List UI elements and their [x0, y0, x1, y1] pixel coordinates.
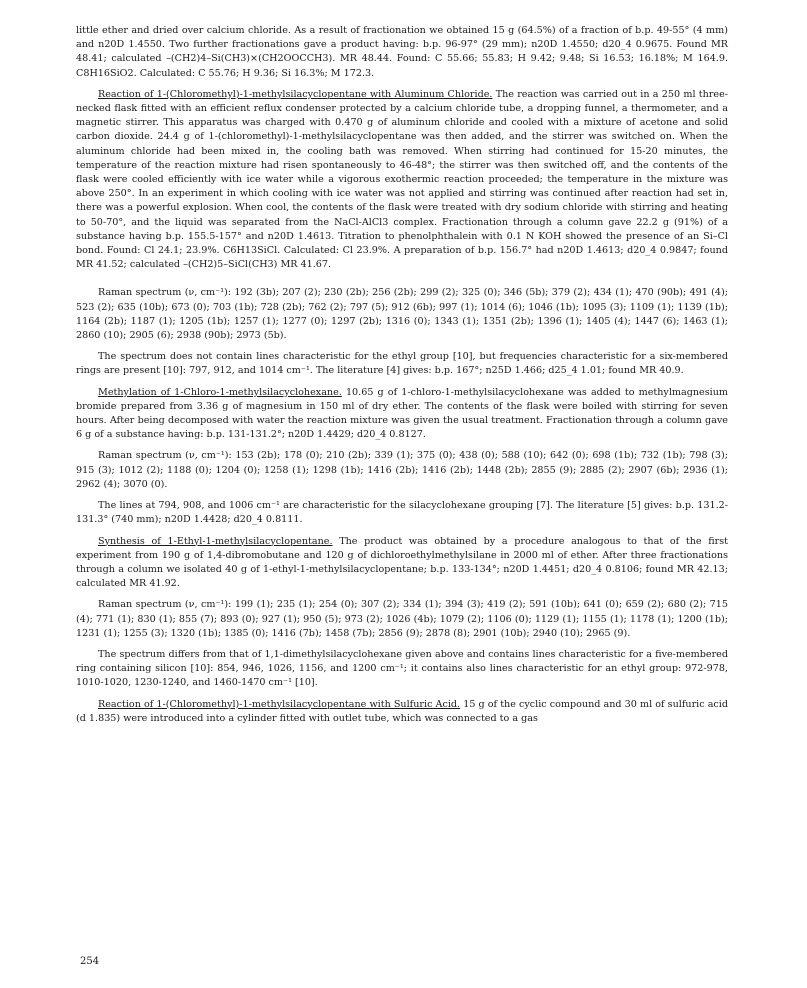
section-text: The product was obtained by a procedure analogous to that of the first experiment from 190 g of 1,4-dibromobutane and 120 g of dichloroethylmethylsilane in 2000 ml of ether. After three fractionations through a column we isolated 40 g of 1-ethyl-1-methylsilacyclopentane; b.p. 133-134°; n20D 1.4451; d20_4 0.8106; found MR 42.13; calculated MR 41.92.	[76, 535, 728, 590]
section-heading: Methylation of 1-Chloro-1-methylsilacyclohexane.	[98, 386, 342, 398]
paragraph-raman-2	[76, 449, 728, 492]
section-text: The reaction was carried out in a 250 ml three-necked flask fitted with an efficient reflux condenser protected by a calcium chloride tube, a dropping funnel, a thermometer, and a magnetic stirrer. This apparatus was charged with 0.470 g of aluminum chloride and cooled with a mixture of acetone and solid carbon dioxide. 24.4 g of 1-(chloromethyl)-1-methylsilacyclopentane was then added, and the stirrer was switched on. When the aluminum chloride had been mixed in, the cooling bath was removed. When stirring had continued for 15-20 minutes, the temperature of the reaction mixture had risen spontaneously to 46-48°; the stirrer was then switched off, and the contents of the flask were cooled efficiently with ice water while a vigorous exothermic reaction proceeded; the temperature in the mixture was above 250°. In an experiment in which cooling with ice water was not applied and stirring was continued after reaction had set in, there was a powerful explosion. When cool, the contents of the flask were treated with dry sodium chloride with stirring and heating to 50-70°, and the liquid was separated from the NaCl-AlCl3 complex. Fractionation through a column gave 22.2 g (91%) of a substance having b.p. 155.5-157° and n20D 1.4613. Titration to phenolphthalein with 0.1 N KOH showed the presence of an Si–Cl bond. Found: Cl 24.1; 23.9%. C6H13SiCl. Calculated: Cl 23.9%. A preparation of b.p. 156.7° had n20D 1.4613; d20_4 0.9847; found MR 41.52; calculated –(CH2)5–SiCl(CH3) MR 41.67.	[76, 88, 728, 271]
paragraph-text: The lines at 794, 908, and 1006 cm⁻¹ are characteristic for the silacyclohexane grouping [7]. The literature [5] gives: b.p. 131.2-131.3° (740 mm); n20D 1.4428; d20_4 0.8111.	[76, 500, 728, 526]
section-text: 15 g of the cyclic compound and 30 ml of sulfuric acid (d 1.835) were introduced into a cylinder fitted with outlet tube, which was connected to a gas	[76, 698, 728, 724]
paragraph-literature-note	[76, 499, 728, 527]
paragraph-spectrum-note-1	[76, 350, 728, 378]
section-sulfuric-acid	[76, 698, 728, 726]
section-heading: Reaction of 1-(Chloromethyl)-1-methylsilacyclopentane with Sulfuric Acid.	[98, 698, 461, 710]
paragraph-text: Raman spectrum (ν, cm⁻¹): 192 (3b); 207 (2); 230 (2b); 256 (2b); 299 (2); 325 (0); 346 (5b); 379 (2); 434 (1); 470 (90b); 491 (4); 523 (2); 635 (10b); 673 (0); 703 (1b); 728 (2b); 762 (2); 797 (5); 912 (6b); 997 (1); 1014 (6); 1046 (1b); 1095 (3); 1109 (1); 1139 (1b); 1164 (2b); 1187 (1); 1205 (1b); 1257 (1); 1277 (0); 1297 (2b); 1316 (0); 1343 (1); 1351 (2b); 1396 (1); 1405 (4); 1447 (6); 1463 (1); 2860 (10); 2905 (6); 2938 (90b); 2973 (5b).	[76, 287, 728, 342]
paragraph-text: Raman spectrum (ν, cm⁻¹): 199 (1); 235 (1); 254 (0); 307 (2); 334 (1); 394 (3); 419 (2); 591 (10b); 641 (0); 659 (2); 680 (2); 715 (4); 771 (1); 830 (1); 855 (7); 893 (0); 927 (1); 950 (5); 973 (2); 1026 (4b); 1079 (2); 1106 (0); 1129 (1); 1155 (1); 1178 (1); 1200 (1b); 1231 (1); 1255 (3); 1320 (1b); 1385 (0); 1416 (7b); 1458 (7b); 2856 (9); 2878 (8); 2901 (10b); 2940 (10); 2965 (9).	[76, 599, 728, 639]
paragraph-raman-1	[76, 286, 728, 343]
paragraph-text: Raman spectrum (ν, cm⁻¹): 153 (2b); 178 (0); 210 (2b); 339 (1); 375 (0); 438 (0); 588 (10); 642 (0); 698 (1b); 732 (1b); 798 (3); 915 (3); 1012 (2); 1188 (0); 1204 (0); 1258 (1); 1298 (1b); 1416 (2b); 1416 (2b); 1448 (2b); 2855 (9); 2885 (2); 2907 (6b); 2936 (1); 2962 (4); 3070 (0).	[76, 450, 728, 490]
section-text: 10.65 g of 1-chloro-1-methylsilacyclohexane was added to methylmagnesium bromide prepared from 3.36 g of magnesium in 150 ml of dry ether. The contents of the flask were boiled with stirring for seven hours. After being decomposed with water the reaction mixture was given the usual treatment. Fractionation through a column gave 6 g of a substance having: b.p. 131-131.2°; n20D 1.4429; d20_4 0.8127.	[76, 386, 728, 441]
section-heading: Synthesis of 1-Ethyl-1-methylsilacyclopentane.	[98, 535, 333, 547]
page-number: 254	[80, 956, 100, 967]
paragraph-1-text: little ether and dried over calcium chloride. As a result of fractionation we obtained 15 g (64.5%) of a fraction of b.p. 49-55° (4 mm) and n20D 1.4550. Two further fractionations gave a product having: b.p. 96-97° (29 mm); n20D 1.4550; d20_4 0.9675. Found MR 48.41; calculated –(CH2)4–Si(CH3)×(CH2OOCCH3). MR 48.44. Found: C 55.66; 55.83; H 9.42; 9.48; Si 16.53; 16.18%; M 164.9. C8H16SiO2. Calculated: C 55.76; H 9.36; Si 16.3%; M 172.3.	[76, 25, 728, 79]
section-alcl3-reaction	[76, 88, 728, 273]
page-body	[76, 24, 728, 726]
paragraph-1	[76, 24, 728, 81]
paragraph-raman-3	[76, 598, 728, 641]
section-methylation	[76, 386, 728, 443]
section-ethyl-synthesis	[76, 535, 728, 592]
paragraph-spectrum-note-2	[76, 648, 728, 691]
section-heading: Reaction of 1-(Chloromethyl)-1-methylsilacyclopentane with Aluminum Chloride.	[98, 88, 493, 100]
paragraph-text: The spectrum differs from that of 1,1-dimethylsilacyclohexane given above and contains lines characteristic for a five-membered ring containing silicon [10]: 854, 946, 1026, 1156, and 1200 cm⁻¹; it contains also lines characteristic for an ethyl group: 972-978, 1010-1020, 1230-1240, and 1460-1470 cm⁻¹ [10].	[76, 648, 728, 689]
paragraph-text: The spectrum does not contain lines characteristic for the ethyl group [10], but frequencies characteristic for a six-membered rings are present [10]: 797, 912, and 1014 cm⁻¹. The literature [4] gives: b.p. 167°; n25D 1.466; d25_4 1.01; found MR 40.9.	[76, 351, 728, 377]
